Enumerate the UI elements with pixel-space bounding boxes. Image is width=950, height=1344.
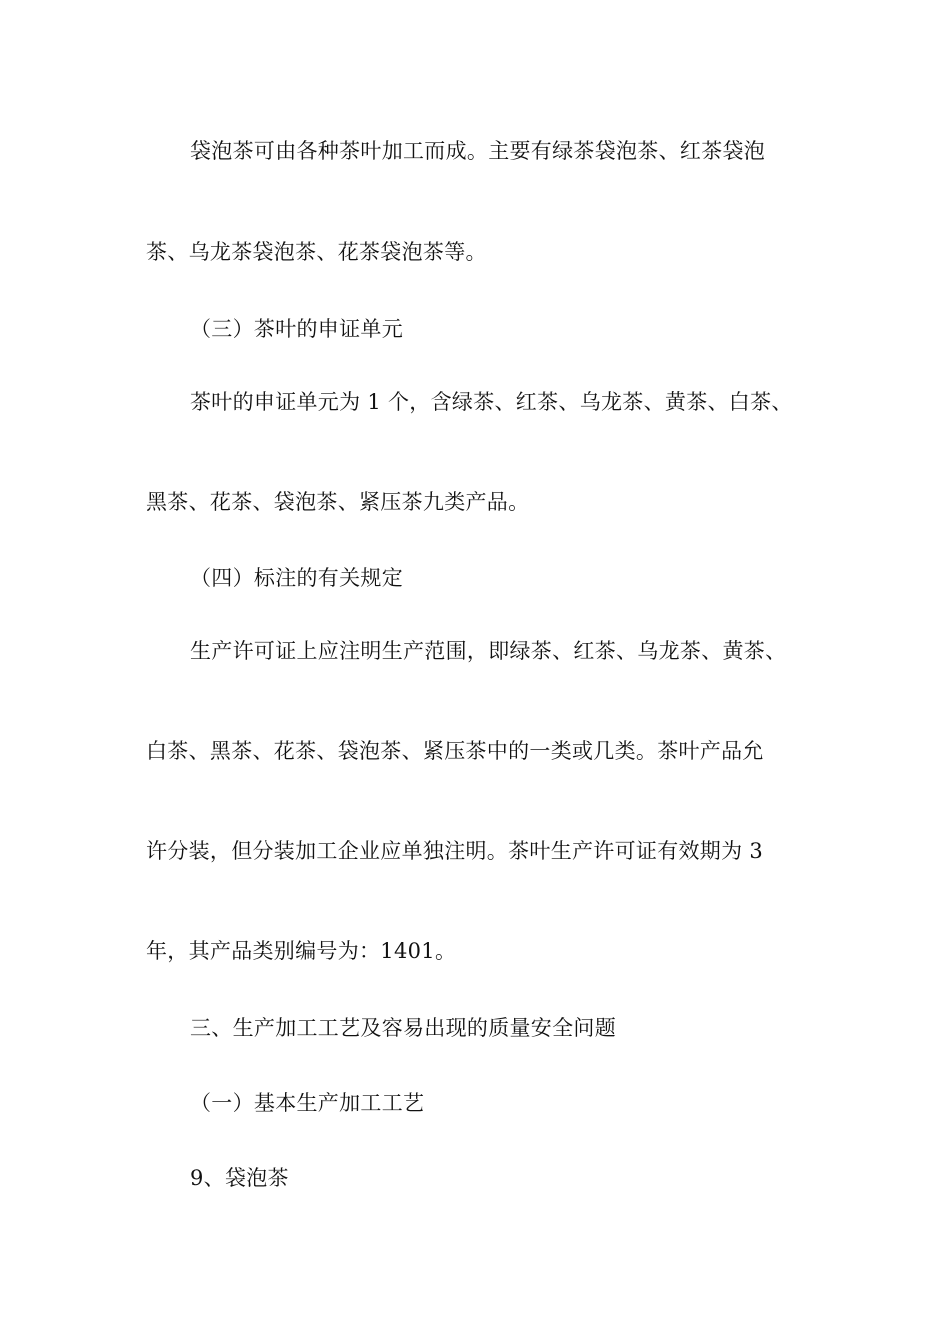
paragraph-line: 年，其产品类别编号为：1401。	[146, 939, 457, 963]
paragraph-line: 茶叶的申证单元为 1 个，含绿茶、红茶、乌龙茶、黄茶、白茶、	[190, 390, 793, 414]
paragraph-line: 生产许可证上应注明生产范围，即绿茶、红茶、乌龙茶、黄茶、	[190, 639, 787, 663]
paragraph-line: 袋泡茶可由各种茶叶加工而成。主要有绿茶袋泡茶、红茶袋泡	[190, 139, 766, 163]
paragraph-line: 茶、乌龙茶袋泡茶、花茶袋泡茶等。	[146, 240, 487, 264]
paragraph-line: 白茶、黑茶、花茶、袋泡茶、紧压茶中的一类或几类。茶叶产品允	[146, 739, 764, 763]
section-heading: （三）茶叶的申证单元	[190, 317, 403, 341]
paragraph-line: 黑茶、花茶、袋泡茶、紧压茶九类产品。	[146, 490, 530, 514]
section-heading: 三、生产加工工艺及容易出现的质量安全问题	[190, 1016, 616, 1040]
paragraph-line: 许分装，但分装加工企业应单独注明。茶叶生产许可证有效期为 3	[146, 839, 764, 863]
section-heading: 9、袋泡茶	[190, 1166, 289, 1190]
section-heading: （四）标注的有关规定	[190, 566, 403, 590]
section-heading: （一）基本生产加工工艺	[190, 1091, 425, 1115]
